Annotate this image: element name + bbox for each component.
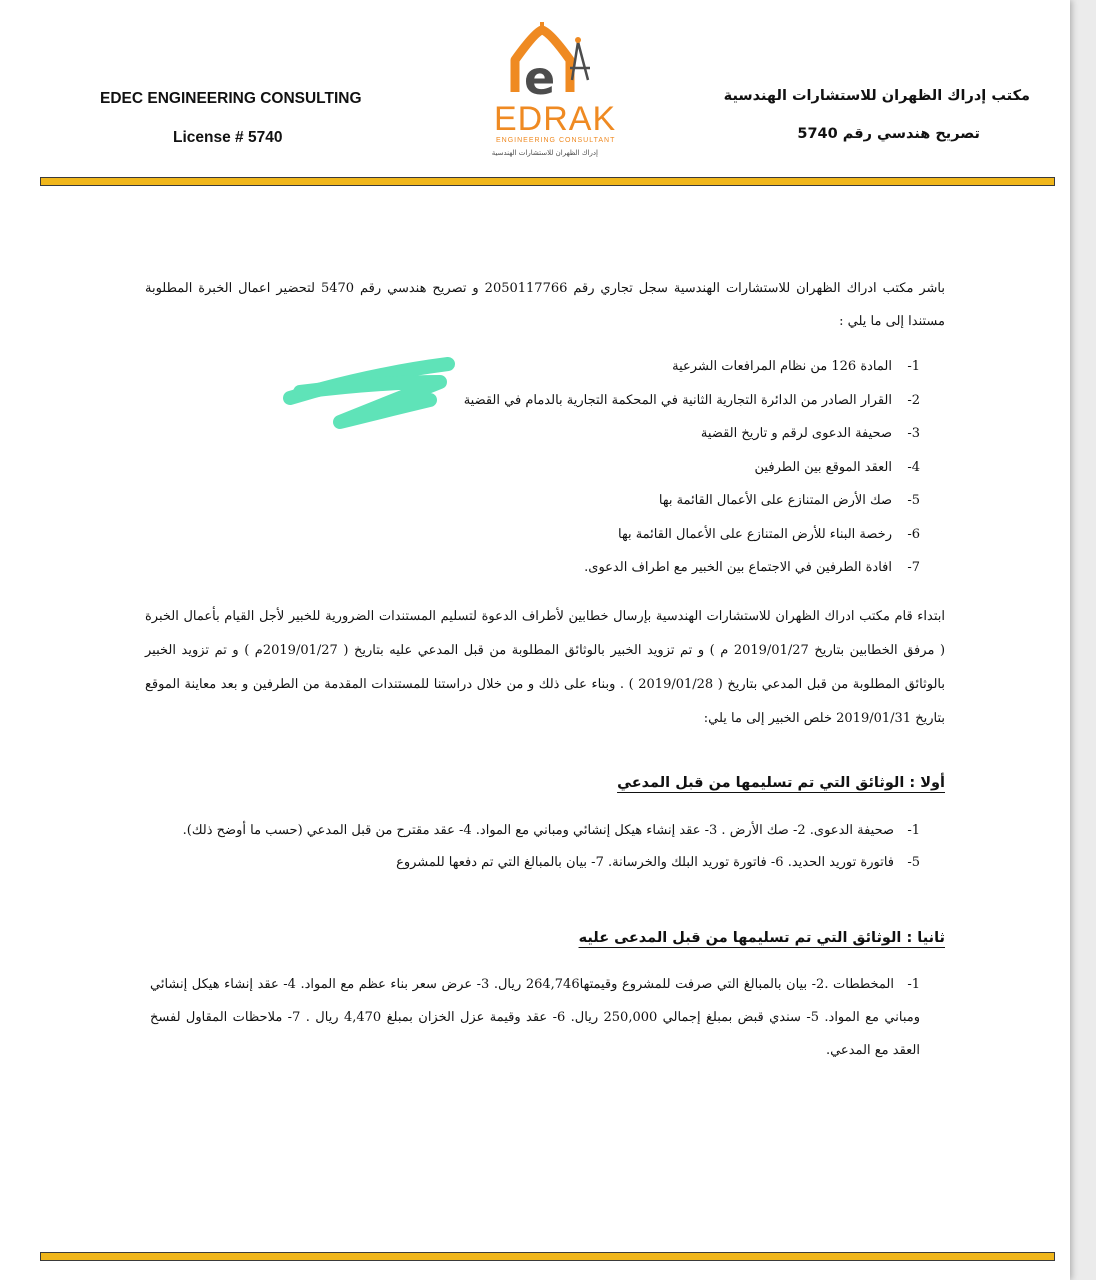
edrak-logo xyxy=(480,22,620,164)
logo-mark-icon xyxy=(480,22,620,164)
list-item: 7-افادة الطرفين في الاجتماع بين الخبير مع اطراف الدعوى. xyxy=(584,560,920,575)
list-item: 1-صحيفة الدعوى. 2- صك الأرض . 3- عقد إنشاء هيكل إنشائي ومباني مع المواد. 4- عقد مقترح من قبل المدعي (حسب ما أوضح ذلك). xyxy=(182,823,920,838)
company-name-en: EDEC ENGINEERING CONSULTING xyxy=(100,90,362,107)
company-name-ar: مكتب إدراك الظهران للاستشارات الهندسية xyxy=(723,88,1030,104)
list-item: 2-القرار الصادر من الدائرة التجارية الثانية في المحكمة التجارية بالدمام في القضية xyxy=(463,392,920,408)
footer-divider xyxy=(40,1252,1055,1261)
license-ar: تصريح هندسي رقم 5740 xyxy=(797,126,980,142)
list-item: 3-صحيفة الدعوى لرقم و تاريخ القضية xyxy=(700,426,920,441)
list-item: 1-المادة 126 من نظام المرافعات الشرعية xyxy=(672,359,920,374)
license-en: License # 5740 xyxy=(173,129,283,146)
svg-text:e: e xyxy=(524,51,556,105)
section-1-list xyxy=(150,815,920,879)
svg-text:إدراك الظهران للاستشارات الهند: إدراك الظهران للاستشارات الهندسية xyxy=(491,149,598,157)
list-item: 5-صك الأرض المتنازع على الأعمال القائمة بها xyxy=(658,493,920,508)
svg-text:ENGINEERING CONSULTANT: ENGINEERING CONSULTANT xyxy=(496,137,616,144)
list-item: 5-فاتورة توريد الحديد. 6- فاتورة توريد البلك والخرسانة. 7- بيان بالمبالغ التي تم دفعها للمشروع xyxy=(396,855,920,870)
header-divider xyxy=(40,177,1055,186)
section-1-heading: أولا : الوثائق التي تم تسليمها من قبل المدعي xyxy=(617,775,945,791)
svg-text:EDRAK: EDRAK xyxy=(494,100,617,138)
section-2-heading: ثانيا : الوثائق التي تم تسليمها من قبل المدعى عليه xyxy=(578,930,945,946)
redaction-mark xyxy=(280,352,460,434)
section-2-paragraph: 1-المخططات .2- بيان بالمبالغ التي صرفت للمشروع وقيمتها264,746 ريال. 3- عرض سعر بناء عظم مع المواد. 4- عقد إنشاء هيكل إنشائي ومباني مع المواد. 5- سندي قبض بمبلغ إجمالي 250,000 ريال. 6- عقد وقيمة عزل الخزان بمبلغ 4,470 ريال . 7- ملاحظات المقاول لفسخ العقد مع المدعي. xyxy=(150,977,921,1058)
narrative-paragraph: ابتداء قام مكتب ادراك الظهران للاستشارات الهندسية بإرسال خطابين لأطراف الدعوة لتسليم المستندات الضرورية للخبير لأجل القيام بأعمال الخبرة ( مرفق الخطابين بتاريخ 2019/01/27 م ) و تم تزويد الخبير بالوثائق المطلوبة من قبل المدعي عليه بتاريخ ( 2019/01/27م ) و تم تزويد الخبير بالوثائق المطلوبة من قبل المدعي بتاريخ ( 2019/01/28 ) . وبناء على ذلك و من خلال دراستنا للمستندات المقدمة من الطرفين و بعد معاينة الموقع بتاريخ 2019/01/31 خلص الخبير إلى ما يلي: xyxy=(145,609,946,726)
list-item: 6-رخصة البناء للأرض المتنازع على الأعمال القائمة بها xyxy=(617,526,920,542)
intro-paragraph: باشر مكتب ادراك الظهران للاستشارات الهندسية سجل تجاري رقم 2050117766 و تصريح هندسي رقم 5470 لتحضير اعمال الخبرة المطلوبة مستندا إلى ما يلي : xyxy=(145,281,946,329)
list-item: 4-العقد الموقع بين الطرفين xyxy=(754,459,920,475)
